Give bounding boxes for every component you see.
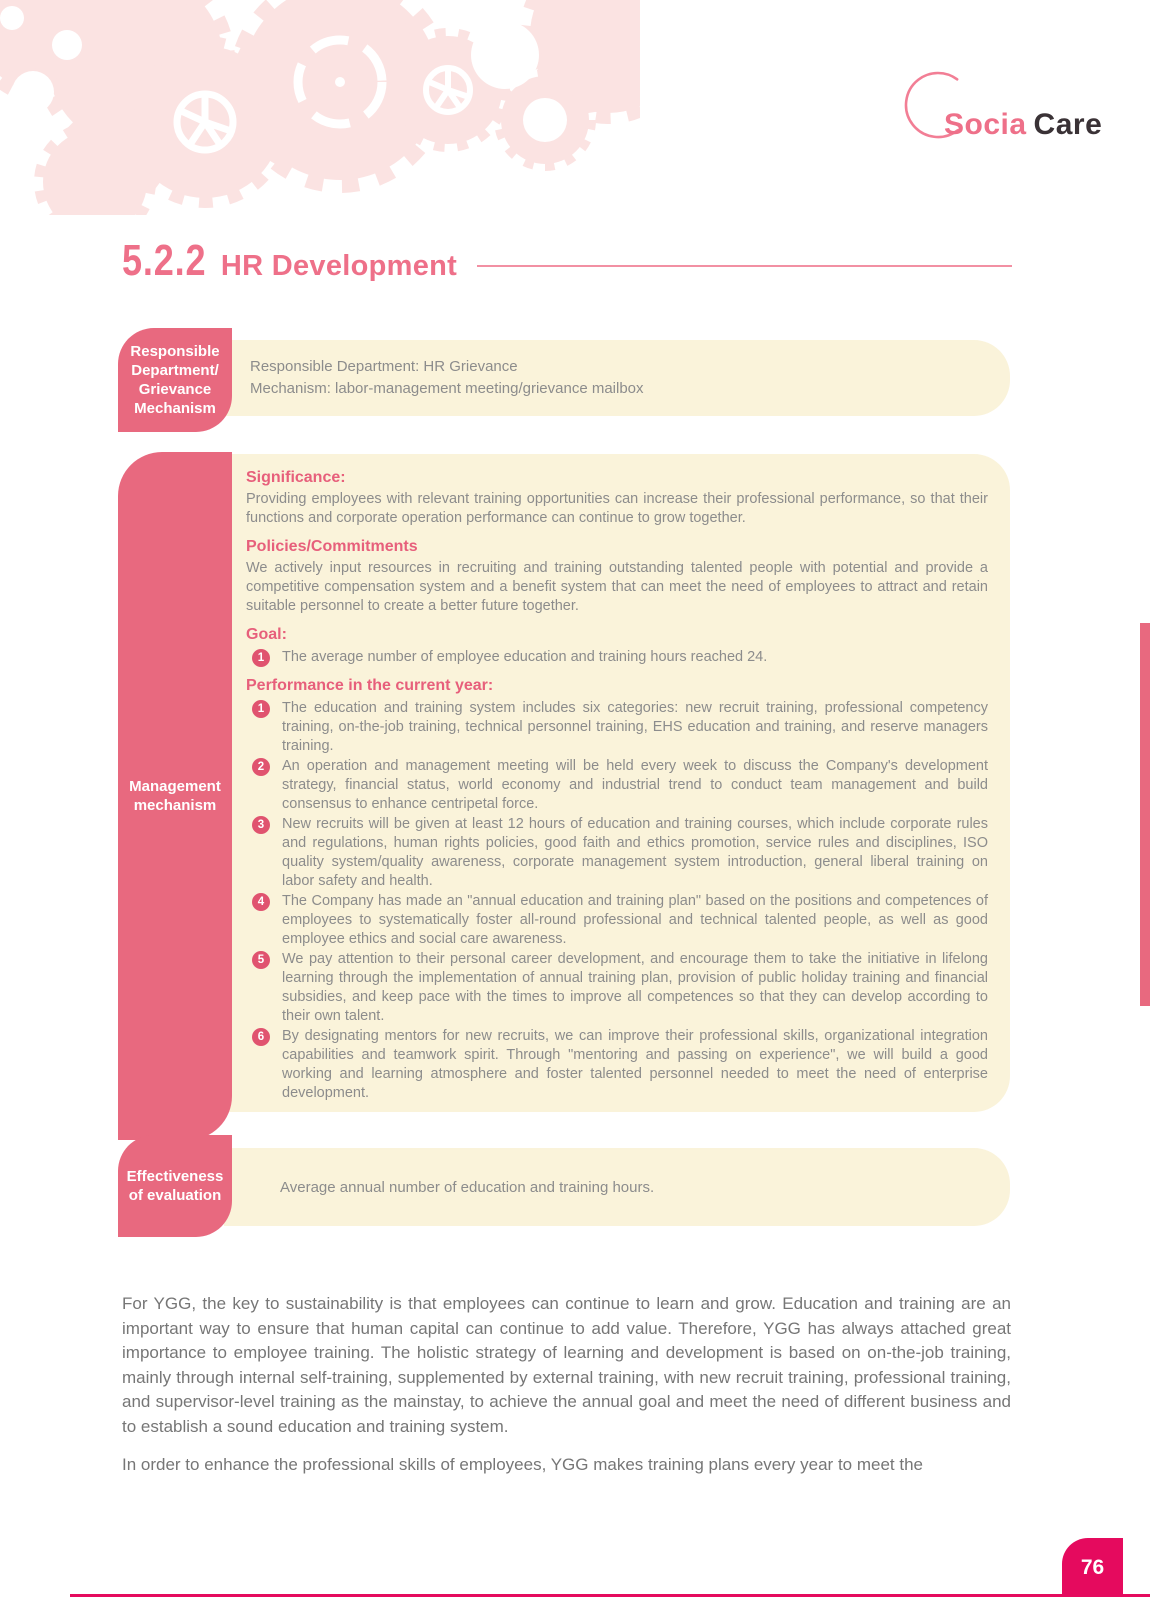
performance-item: [252, 699, 988, 756]
effectiveness-tab: [118, 1135, 232, 1237]
responsible-department-label: Responsible Department/ Grievance Mechanism: [130, 343, 220, 417]
number-badge-icon: 1: [252, 700, 270, 718]
right-accent-bar: [1140, 623, 1150, 1006]
goal-item-text: The average number of employee education and training hours reached 24.: [282, 649, 768, 665]
gear-icon: [47, 0, 223, 148]
gear-icon: [43, 130, 147, 215]
gear-icon: [0, 0, 113, 93]
gear-icon: [242, 0, 438, 180]
performance-item: [252, 1027, 988, 1103]
gear-icon: [530, 0, 640, 113]
body-paragraphs: [122, 1292, 1011, 1478]
performance-item-text: An operation and management meeting will be held every week to discuss the Company's development strategy, financial status, world economy and industrial trend to conduct team management and build consensus to enhance centripetal force.: [282, 758, 988, 812]
number-badge-icon: 5: [252, 951, 270, 969]
management-mechanism-content: [224, 454, 1010, 1112]
performance-item-text: By designating mentors for new recruits, we can improve their professional skills, organizational integration capabilities and teamwork spirit. Through "mentoring and passing on experience", we will build a good working and learning atmosphere and foster talented personnel needed to meet the need of enterprise development.: [282, 1028, 988, 1101]
significance-heading: Significance:: [246, 469, 346, 486]
section-title: HR Development: [220, 250, 458, 282]
performance-item: [252, 815, 988, 891]
grievance-mechanism-line: Mechanism: labor-management meeting/grievance mailbox: [250, 380, 644, 397]
logo: [898, 68, 1128, 152]
number-badge-icon: 6: [252, 1028, 270, 1046]
performance-item-text: The education and training system includes six categories: new recruit training, professional competency training, on-the-job training, technical personnel training, EHS education and training, and reserve managers training.: [282, 700, 988, 754]
performance-list: [252, 699, 988, 1103]
number-badge-icon: 2: [252, 758, 270, 776]
brand-name: [944, 108, 1102, 142]
effectiveness-label: Effectiveness of evaluation: [126, 1168, 224, 1204]
gears-decoration-icon: [0, 0, 640, 215]
brand-name-primary: Socia: [944, 108, 1027, 141]
number-badge-icon: 4: [252, 893, 270, 911]
goal-item: [252, 648, 988, 667]
goal-list: [252, 648, 988, 667]
page-number-badge: [1062, 1538, 1123, 1597]
goal-heading: Goal:: [246, 626, 287, 643]
responsible-department-tab: [118, 328, 232, 432]
gear-icon: [129, 46, 281, 198]
performance-item-text: New recruits will be given at least 12 hours of education and training courses, which include corporate rules and regulations, human rights policies, good faith and ethics promotion, service rules and disciplines, ISO quality system/quality awareness, corporate management system introduction, general liberal training on labor safety and health.: [282, 816, 988, 889]
management-mechanism-tab: [118, 452, 232, 1140]
body-paragraph: In order to enhance the professional skills of employees, YGG makes training plans every year to meet the: [122, 1455, 923, 1474]
number-badge-icon: 3: [252, 816, 270, 834]
section-heading: [122, 236, 1012, 286]
footer-rule: [70, 1594, 1150, 1597]
gear-icon: [394, 36, 502, 144]
effectiveness-text: Average annual number of education and training hours.: [280, 1178, 655, 1196]
body-paragraph: For YGG, the key to sustainability is that employees can continue to learn and grow. Education and training are an important way to ensure that human capital can continue to add value. Therefore, YGG has always attached great importance to employee training. The holistic strategy of learning and development is based on on-the-job training, mainly through internal self-training, supplemented by external training, with new recruit training, professional training, and supervisor-level training as the mainstay, to achieve the annual goal and meet the need of different business and to establish a sound education and training system.: [122, 1294, 1011, 1436]
policies-text: We actively input resources in recruiting and training outstanding talented people with potential and provide a competitive compensation system and a benefit system that can meet the need of employees to attract and retain suitable personnel to create a better future together.: [246, 560, 988, 614]
significance-text: Providing employees with relevant training opportunities can increase their professional performance, so that their functions and corporate operation performance can continue to grow together.: [246, 491, 988, 526]
performance-item-text: We pay attention to their personal career development, and encourage them to take the initiative in lifelong learning through the implementation of annual training plan, provision of public holiday training and financial subsidies, and keep pace with the times to improve all competences so that they can develop according to their own talent.: [282, 951, 988, 1024]
gear-icon: [501, 76, 589, 164]
page-number: 76: [1080, 1555, 1105, 1579]
effectiveness-content: [224, 1148, 1010, 1226]
performance-item: [252, 892, 988, 949]
responsible-department-content: [224, 340, 1010, 416]
performance-item-text: The Company has made an "annual education and training plan" based on the positions and competences of employees to systematically foster all-round professional and technical talented people, as well as good employee ethics and social care awareness.: [282, 893, 988, 947]
policies-heading: Policies/Commitments: [246, 538, 418, 555]
responsible-department-line: Responsible Department: HR Grievance: [250, 358, 518, 375]
section-number: 5.2.2: [122, 236, 207, 285]
heading-rule: [477, 265, 1012, 267]
performance-item: [252, 950, 988, 1026]
performance-item: [252, 757, 988, 814]
performance-heading: Performance in the current year:: [246, 677, 494, 694]
number-badge-icon: 1: [252, 649, 270, 667]
brand-name-secondary: Care: [1033, 108, 1103, 141]
management-mechanism-label: Management mechanism: [129, 778, 221, 814]
